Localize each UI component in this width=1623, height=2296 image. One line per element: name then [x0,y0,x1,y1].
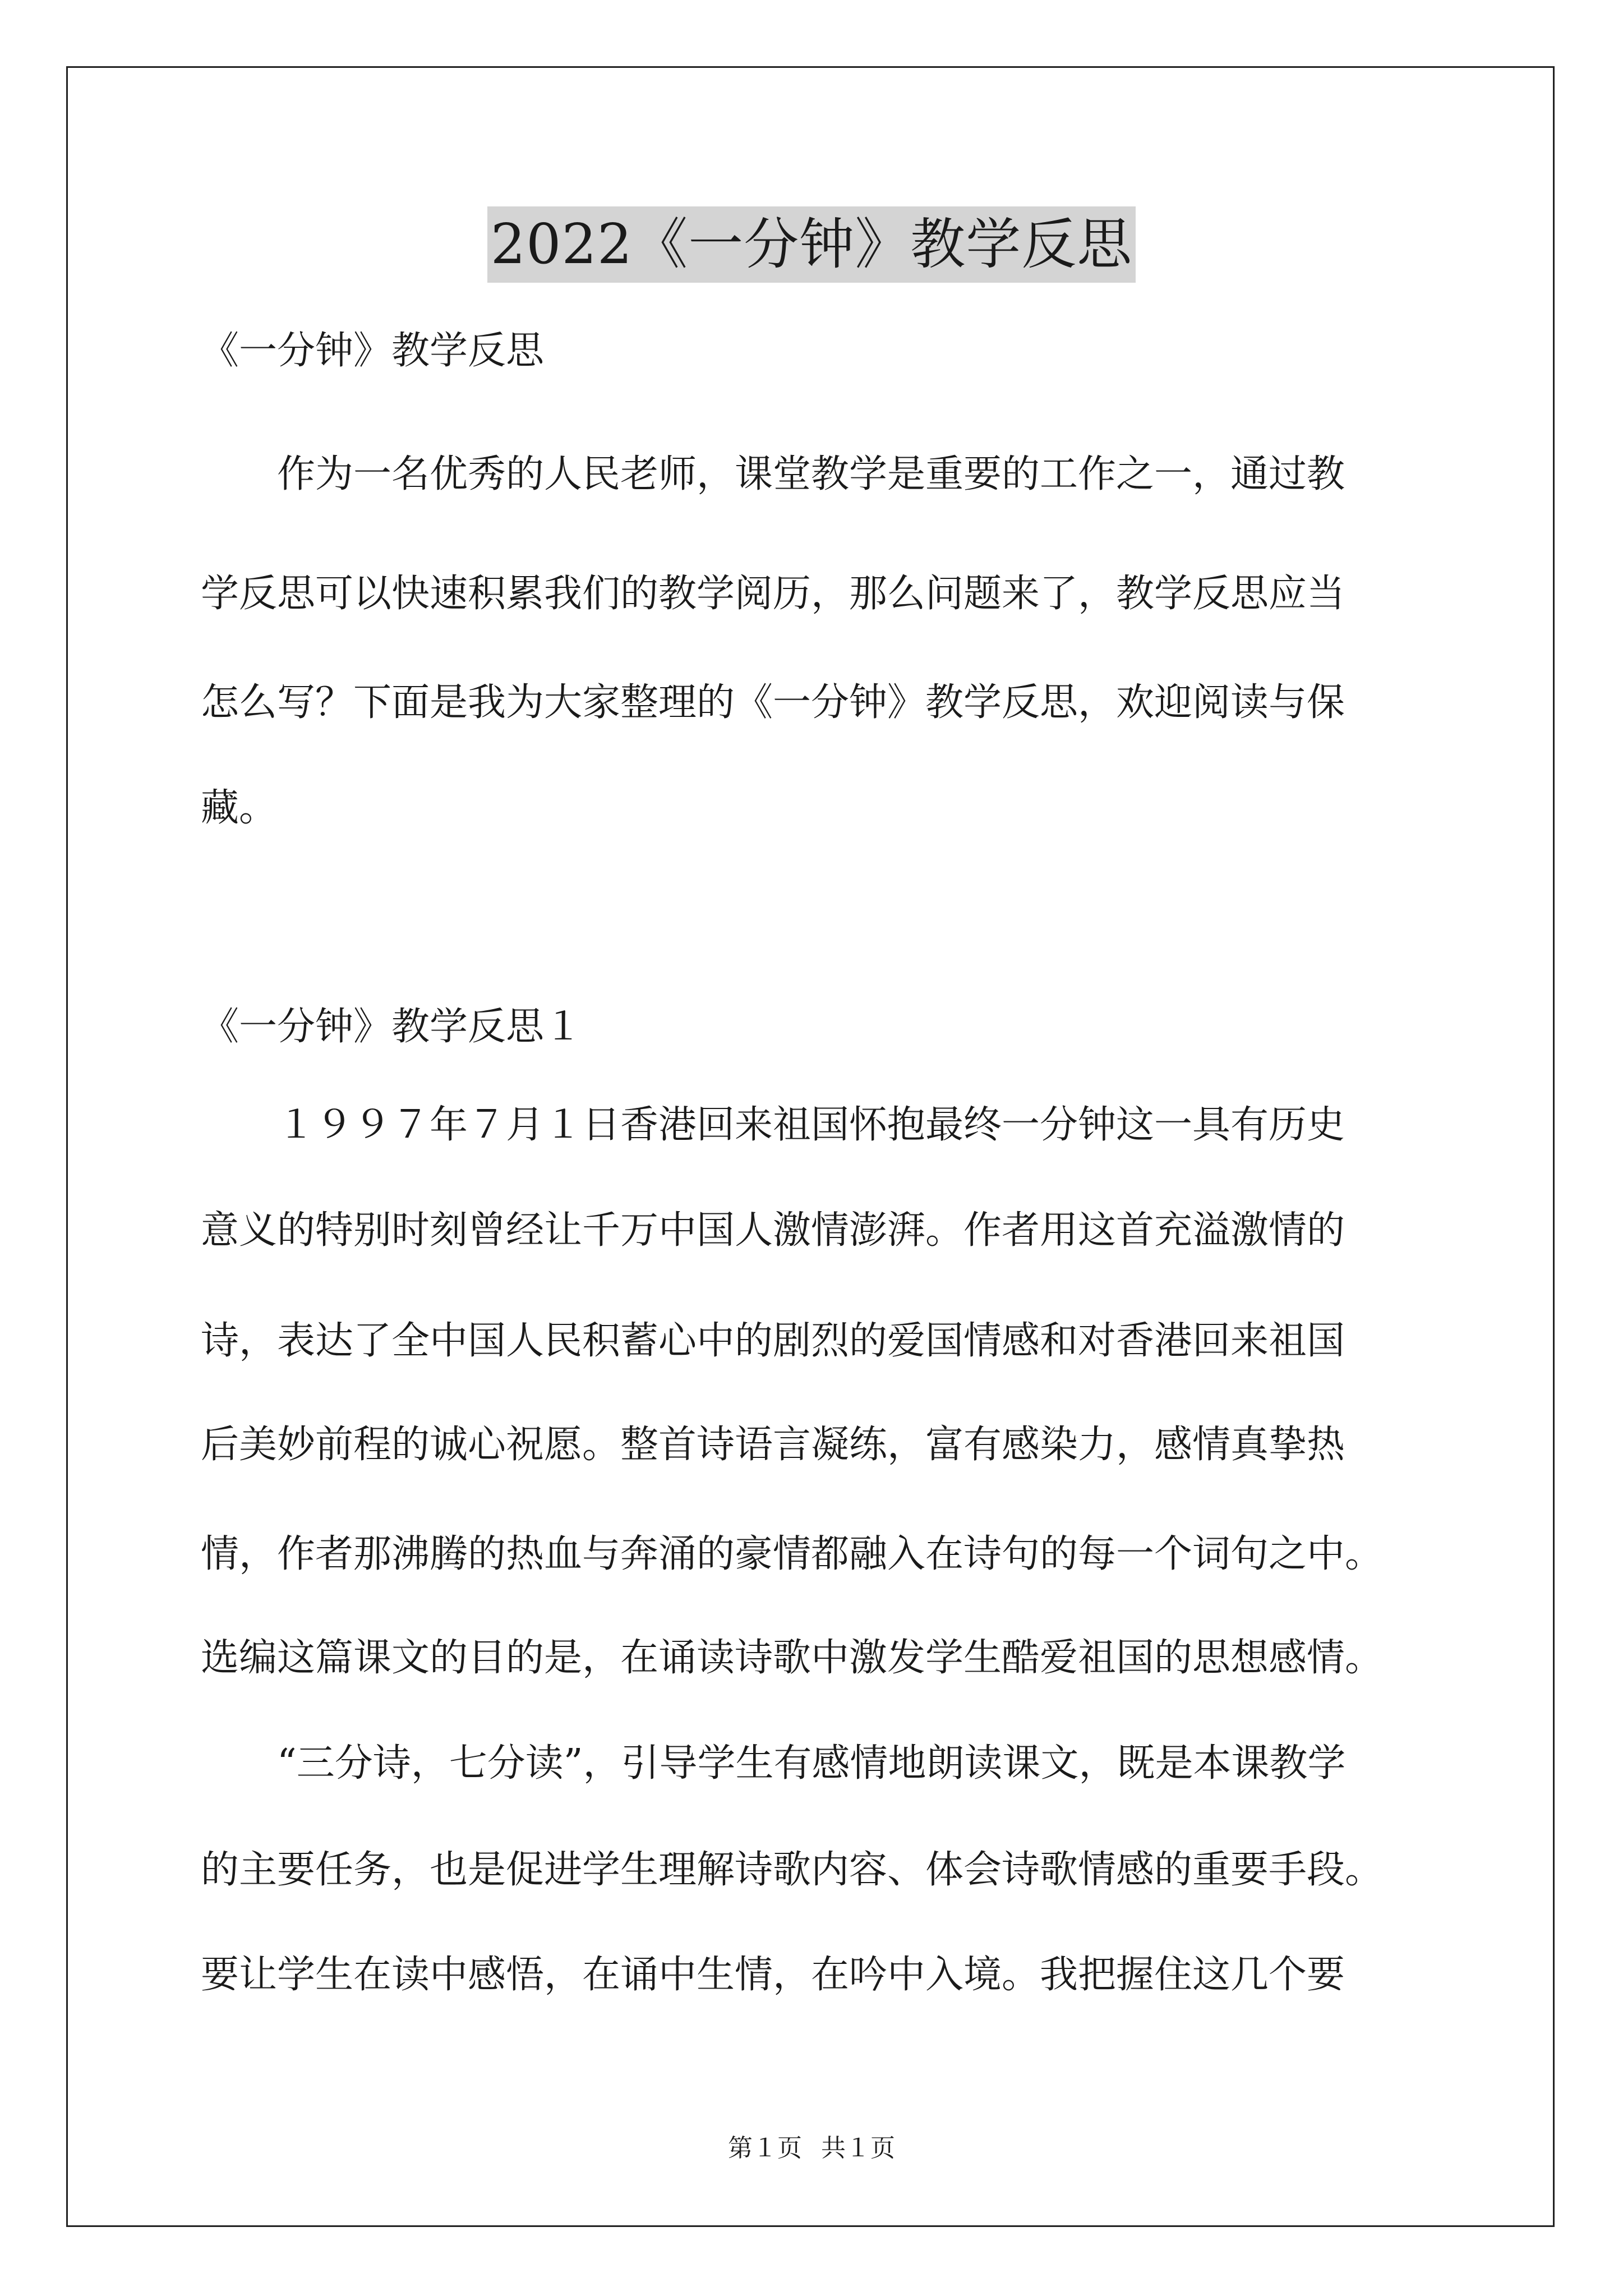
page-number: 第１页 [728,2134,802,2162]
intro-line-3: 怎么写？下面是我为大家整理的《一分钟》教学反思，欢迎阅读与保 [201,680,1345,725]
section1-line-7: “三分诗，七分读”，引导学生有感情地朗读课文，既是本课教学 [201,1741,1346,1786]
section1-line-9: 要让学生在读中感悟，在诵中生情，在吟中入境。我把握住这几个要 [201,1953,1345,1997]
section1-line-3: 诗，表达了全中国人民积蓄心中的剧烈的爱国情感和对香港回来祖国 [201,1319,1345,1363]
intro-line-4: 藏。 [201,786,278,830]
page-footer [0,2132,1623,2165]
section1-line-1: １９９７年７月１日香港回来祖国怀抱最终一分钟这一具有历史 [201,1103,1345,1147]
section1-line-6: 选编这篇课文的目的是，在诵读诗歌中激发学生酷爱祖国的思想感情。 [201,1636,1384,1680]
document-title: 2022《一分钟》教学反思 [487,206,1136,283]
section1-line-4: 后美妙前程的诚心祝愿。整首诗语言凝练，富有感染力，感情真挚热 [201,1423,1345,1467]
section1-line-8: 的主要任务，也是促进学生理解诗歌内容、体会诗歌情感的重要手段。 [201,1848,1384,1892]
intro-line-1: 作为一名优秀的人民老师，课堂教学是重要的工作之一，通过教 [201,452,1345,496]
intro-heading: 《一分钟》教学反思 [201,329,545,373]
intro-line-2: 学反思可以快速积累我们的教学阅历，那么问题来了，教学反思应当 [201,572,1345,616]
section1-line-5: 情，作者那沸腾的热血与奔涌的豪情都融入在诗句的每一个词句之中。 [201,1532,1384,1576]
total-pages: 共１页 [821,2134,895,2162]
title-container [0,206,1623,283]
section1-line-2: 意义的特别时刻曾经让千万中国人激情澎湃。作者用这首充溢激情的 [201,1208,1345,1253]
section1-heading: 《一分钟》教学反思１ [201,1005,583,1049]
